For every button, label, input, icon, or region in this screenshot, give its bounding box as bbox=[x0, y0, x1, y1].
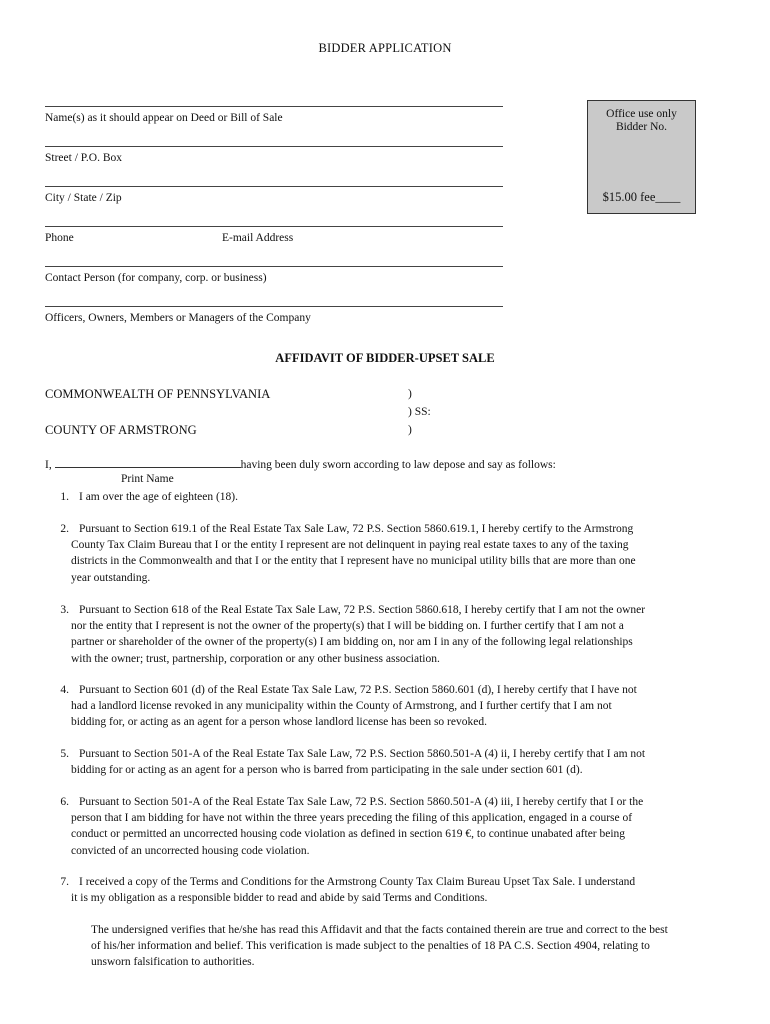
affidavit-item-2 bbox=[49, 521, 739, 591]
item-line: person that I am bidding for have not within the three years preceding the filing of this application, engaged in a course of bbox=[71, 812, 633, 825]
item-line: conduct or permitted an uncorrected housing code violation as defined in section 619 €, to continue unabated after being bbox=[71, 828, 626, 841]
item-number: 4. bbox=[60, 684, 69, 696]
item-line: I am over the age of eighteen (18). bbox=[79, 491, 239, 503]
affidavit-item-1 bbox=[49, 489, 739, 509]
item-text bbox=[71, 746, 646, 778]
item-line: bidding for or acting as an agent for a person who is barred from participating in the sale under section 601 (d). bbox=[71, 764, 583, 777]
item-text bbox=[71, 794, 644, 859]
city-field-line[interactable] bbox=[45, 186, 503, 187]
item-line: Pursuant to Section 619.1 of the Real Estate Tax Sale Law, 72 P.S. Section 5860.619.1, I hereby certify to the Armstrong bbox=[79, 523, 634, 535]
print-name-field[interactable] bbox=[55, 457, 241, 468]
phone-field-label: Phone bbox=[45, 232, 74, 244]
affidavit-item-5 bbox=[49, 746, 739, 784]
verification-paragraph bbox=[91, 922, 751, 971]
venue-paren-3: ) bbox=[408, 424, 412, 436]
item-number: 2. bbox=[60, 523, 69, 535]
item-line: Pursuant to Section 601 (d) of the Real Estate Tax Sale Law, 72 P.S. Section 5860.601 (d), I hereby certify that I have not bbox=[79, 684, 637, 696]
item-line: nor the entity that I represent is not the owner of the property(s) that I will be bidding on. I further certify that I am not a bbox=[71, 620, 624, 633]
affidavit-item-3 bbox=[49, 602, 739, 672]
item-line: County Tax Claim Bureau that I or the entity I represent are not delinquent in paying real estate taxes to any of the taxing bbox=[71, 539, 629, 552]
item-text bbox=[71, 521, 636, 586]
affidavit-item-7 bbox=[49, 874, 739, 912]
affidavit-item-6 bbox=[49, 794, 739, 864]
page-title: BIDDER APPLICATION bbox=[318, 41, 452, 55]
item-line: Pursuant to Section 501-A of the Real Estate Tax Sale Law, 72 P.S. Section 5860.501-A (4) iii, I hereby certify that I or the bbox=[79, 796, 644, 808]
officers-field-label: Officers, Owners, Members or Managers of the Company bbox=[45, 312, 311, 324]
item-number: 6. bbox=[60, 796, 69, 808]
affidavit-title: AFFIDAVIT OF BIDDER-UPSET SALE bbox=[275, 351, 495, 365]
bidder-number-label: Bidder No. bbox=[615, 121, 668, 133]
commonwealth-label: COMMONWEALTH OF PENNSYLVANIA bbox=[45, 387, 271, 401]
county-label: COUNTY OF ARMSTRONG bbox=[45, 423, 197, 437]
item-line: districts in the Commonwealth and that I or the entity that I represent have no municipal utility bills that are more than one bbox=[71, 555, 636, 568]
item-line: partner or shareholder of the owner of the property(s) I am bidding on, nor am I in any of the following legal relationships bbox=[71, 636, 633, 649]
item-line: convicted of an uncorrected housing code violation. bbox=[71, 844, 310, 857]
item-text bbox=[71, 682, 637, 731]
name-field-line[interactable] bbox=[45, 106, 503, 107]
item-line: Pursuant to Section 618 of the Real Estate Tax Sale Law, 72 P.S. Section 5860.618, I hereby certify that I am not the owner bbox=[79, 604, 646, 616]
item-number: 1. bbox=[60, 491, 69, 503]
venue-ss: ) SS: bbox=[408, 406, 431, 418]
item-line: it is my obligation as a responsible bidder to read and abide by said Terms and Conditions. bbox=[71, 892, 488, 905]
affidavit-item-4 bbox=[49, 682, 739, 736]
item-number: 7. bbox=[60, 876, 69, 888]
verification-line: of his/her information and belief. This verification is made subject to the penalties of 18 PA C.S. Section 4904, relating to bbox=[91, 940, 650, 953]
item-line: I received a copy of the Terms and Conditions for the Armstrong County Tax Claim Bureau Upset Tax Sale. I understand bbox=[79, 876, 636, 888]
venue-paren-1: ) bbox=[408, 388, 412, 400]
sworn-statement bbox=[45, 457, 556, 471]
item-number: 5. bbox=[60, 748, 69, 760]
email-field-label: E-mail Address bbox=[222, 232, 294, 244]
verification-line: unsworn falsification to authorities. bbox=[91, 956, 255, 969]
item-text bbox=[71, 874, 636, 906]
name-field-label: Name(s) as it should appear on Deed or Bill of Sale bbox=[45, 112, 283, 124]
fee-label: $15.00 fee____ bbox=[602, 190, 681, 204]
item-line: year outstanding. bbox=[71, 571, 151, 584]
street-field-line[interactable] bbox=[45, 146, 503, 147]
sworn-prefix: I, bbox=[45, 459, 52, 471]
office-use-box bbox=[587, 100, 696, 214]
phone-email-field-line[interactable] bbox=[45, 226, 503, 227]
office-use-label: Office use only bbox=[606, 108, 677, 120]
officers-field-line[interactable] bbox=[45, 306, 503, 307]
city-field-label: City / State / Zip bbox=[45, 192, 122, 204]
contact-field-line[interactable] bbox=[45, 266, 503, 267]
item-line: Pursuant to Section 501-A of the Real Estate Tax Sale Law, 72 P.S. Section 5860.501-A (4) ii, I hereby certify that I am not bbox=[79, 748, 646, 760]
item-line: had a landlord license revoked in any municipality within the County of Armstrong, and I further certify that I am not bbox=[71, 700, 612, 713]
item-text bbox=[79, 489, 238, 505]
item-line: bidding for, or acting as an agent for a person whose landlord license has been so revoked. bbox=[71, 716, 487, 729]
contact-field-label: Contact Person (for company, corp. or business) bbox=[45, 272, 267, 284]
print-name-label: Print Name bbox=[121, 473, 174, 485]
sworn-suffix: having been duly sworn according to law depose and say as follows: bbox=[240, 459, 556, 471]
item-text bbox=[71, 602, 646, 667]
item-line: with the owner; trust, partnership, corporation or any other business association. bbox=[71, 652, 440, 665]
street-field-label: Street / P.O. Box bbox=[45, 152, 122, 164]
verification-line: The undersigned verifies that he/she has read this Affidavit and that the facts contained therein are true and correct to the best bbox=[91, 924, 668, 936]
item-number: 3. bbox=[60, 604, 69, 616]
